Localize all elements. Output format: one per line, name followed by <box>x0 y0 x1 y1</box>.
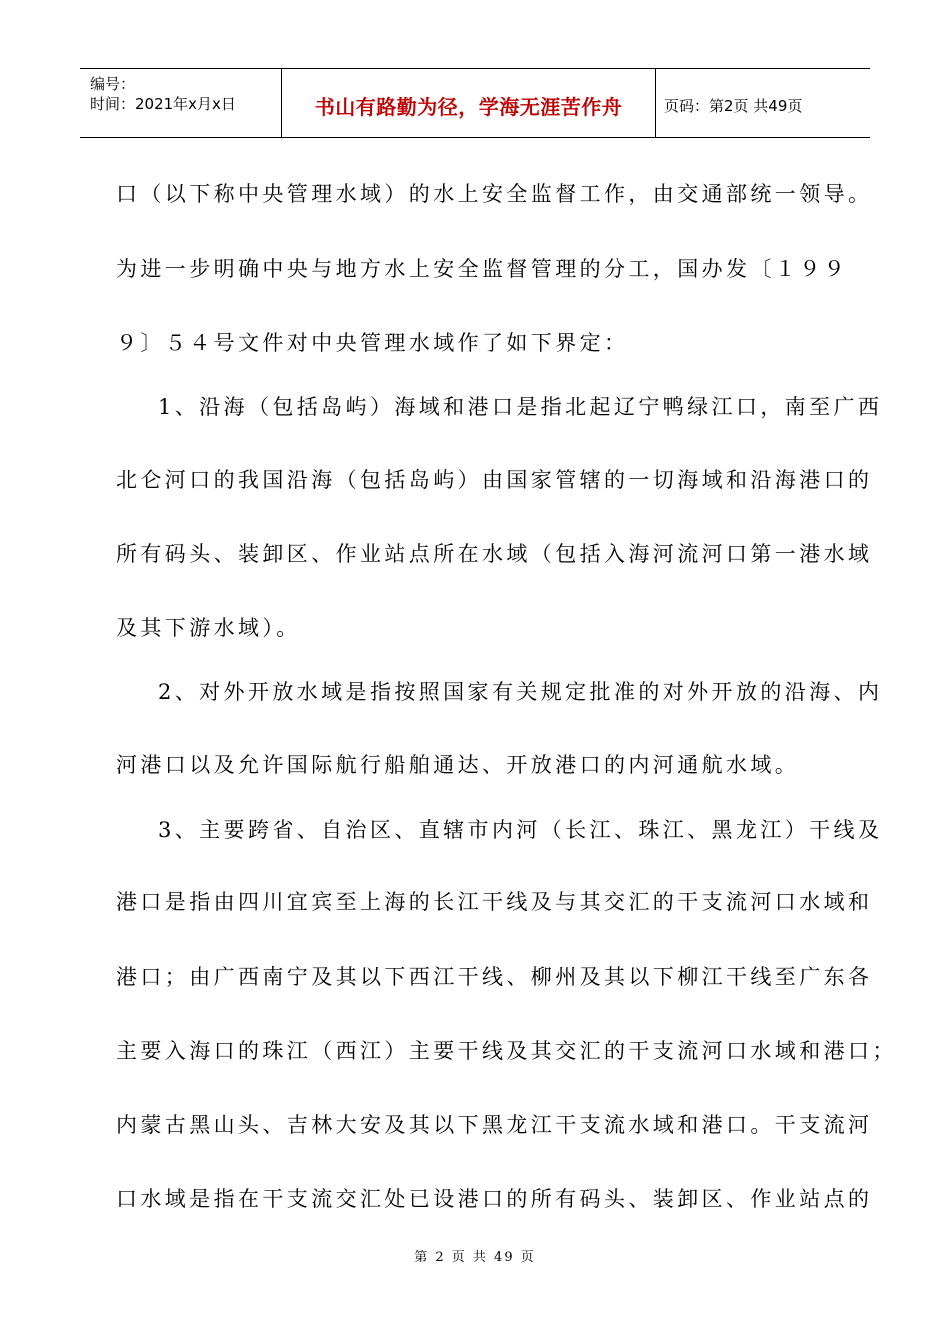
document-header <box>80 68 870 138</box>
body-line: 河港口以及允许国际航行船舶通达、开放港口的内河通航水域。 <box>116 753 800 777</box>
body-line: 1、沿海（包括岛屿）海域和港口是指北起辽宁鸭绿江口，南至广西 <box>158 395 883 419</box>
body-line: 内蒙古黑山头、吉林大安及其以下黑龙江干支流水域和港口。干支流河 <box>116 1113 873 1137</box>
header-page-cell <box>656 69 870 137</box>
date-label: 时间：2021年x月x日 <box>90 95 236 113</box>
body-line: 北仑河口的我国沿海（包括岛屿）由国家管辖的一切海域和沿海港口的 <box>116 468 873 492</box>
header-motto: 书山有路勤为径，学海无涯苦作舟 <box>314 95 623 119</box>
header-page-info: 页码：第2页 共49页 <box>664 97 803 115</box>
body-line: 3、主要跨省、自治区、直辖市内河（长江、珠江、黑龙江）干线及 <box>158 818 883 842</box>
body-line: 为进一步明确中央与地方水上安全监督管理的分工，国办发〔１９９ <box>116 257 848 281</box>
body-line: 口（以下称中央管理水域）的水上安全监督工作，由交通部统一领导。 <box>116 182 873 206</box>
body-line: ９〕５４号文件对中央管理水域作了如下界定： <box>116 331 629 355</box>
header-motto-cell <box>282 69 656 137</box>
body-line: 2、对外开放水域是指按照国家有关规定批准的对外开放的沿海、内 <box>158 680 883 704</box>
body-line: 及其下游水域）。 <box>116 616 301 640</box>
body-line: 所有码头、装卸区、作业站点所在水域（包括入海河流河口第一港水域 <box>116 542 873 566</box>
page-footer: 第 2 页 共 49 页 <box>414 1250 536 1265</box>
code-label: 编号： <box>90 75 136 93</box>
body-line: 港口；由广西南宁及其以下西江干线、柳州及其以下柳江干线至广东各 <box>116 965 873 989</box>
body-line: 港口是指由四川宜宾至上海的长江干线及与其交汇的干支流河口水域和 <box>116 890 873 914</box>
header-meta-cell <box>80 69 282 137</box>
body-line: 口水域是指在干支流交汇处已设港口的所有码头、装卸区、作业站点的 <box>116 1187 873 1211</box>
body-line: 主要入海口的珠江（西江）主要干线及其交汇的干支流河口水域和港口； <box>116 1039 897 1063</box>
